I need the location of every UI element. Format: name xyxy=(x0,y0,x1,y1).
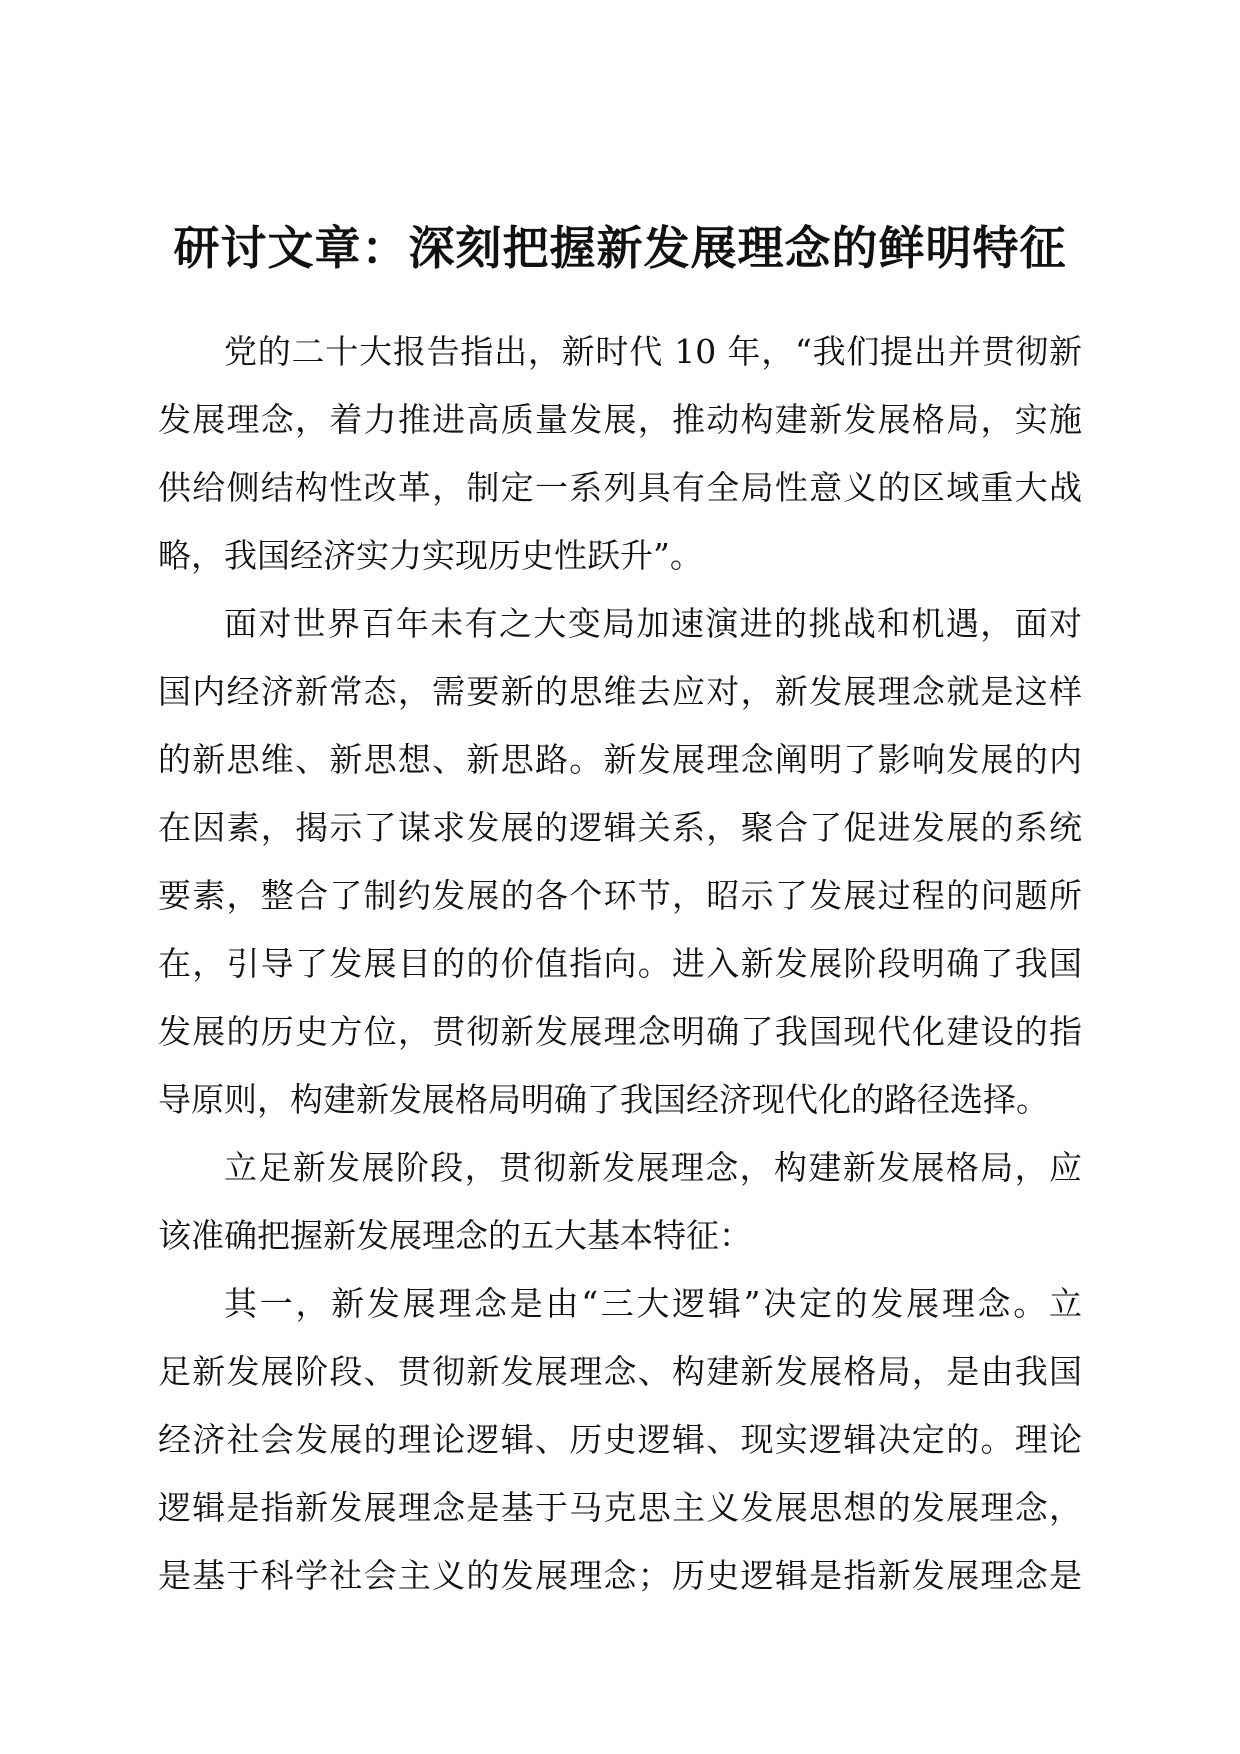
paragraph-1 xyxy=(158,318,1082,590)
paragraph-line: 供给侧结构性改革，制定一系列具有全局性意义的区域重大战 xyxy=(158,468,1082,507)
paragraph-line: 该准确把握新发展理念的五大基本特征： xyxy=(158,1216,752,1255)
paragraph-line: 国内经济新常态，需要新的思维去应对，新发展理念就是这样 xyxy=(158,672,1082,711)
document-body xyxy=(158,318,1082,1610)
paragraph-line: 的新思维、新思想、新思路。新发展理念阐明了影响发展的内 xyxy=(158,740,1082,779)
paragraph-line: 面对世界百年未有之大变局加速演进的挑战和机遇，面对 xyxy=(224,604,1082,643)
paragraph-4 xyxy=(158,1270,1082,1610)
paragraph-line: 逻辑是指新发展理念是基于马克思主义发展思想的发展理念， xyxy=(158,1488,1082,1527)
paragraph-line: 发展的历史方位，贯彻新发展理念明确了我国现代化建设的指 xyxy=(158,1012,1082,1051)
paragraph-line: 发展理念，着力推进高质量发展，推动构建新发展格局，实施 xyxy=(158,400,1082,439)
paragraph-2 xyxy=(158,590,1082,1134)
paragraph-line: 其一，新发展理念是由“三大逻辑”决定的发展理念。立 xyxy=(224,1284,1082,1323)
paragraph-line: 是基于科学社会主义的发展理念；历史逻辑是指新发展理念是 xyxy=(158,1556,1082,1595)
paragraph-line: 导原则，构建新发展格局明确了我国经济现代化的路径选择。 xyxy=(158,1080,1049,1119)
paragraph-line: 在，引导了发展目的的价值指向。进入新发展阶段明确了我国 xyxy=(158,944,1082,983)
paragraph-line: 党的二十大报告指出，新时代 10 年，“我们提出并贯彻新 xyxy=(224,332,1082,371)
paragraph-line: 足新发展阶段、贯彻新发展理念、构建新发展格局，是由我国 xyxy=(158,1352,1082,1391)
paragraph-line: 立足新发展阶段，贯彻新发展理念，构建新发展格局，应 xyxy=(224,1148,1082,1187)
paragraph-line: 略，我国经济实力实现历史性跃升”。 xyxy=(158,536,703,575)
paragraph-line: 经济社会发展的理论逻辑、历史逻辑、现实逻辑决定的。理论 xyxy=(158,1420,1082,1459)
paragraph-line: 要素，整合了制约发展的各个环节，昭示了发展过程的问题所 xyxy=(158,876,1082,915)
document-title: 研讨文章：深刻把握新发展理念的鲜明特征 xyxy=(173,221,1067,275)
paragraph-line: 在因素，揭示了谋求发展的逻辑关系，聚合了促进发展的系统 xyxy=(158,808,1082,847)
paragraph-3 xyxy=(158,1134,1082,1270)
